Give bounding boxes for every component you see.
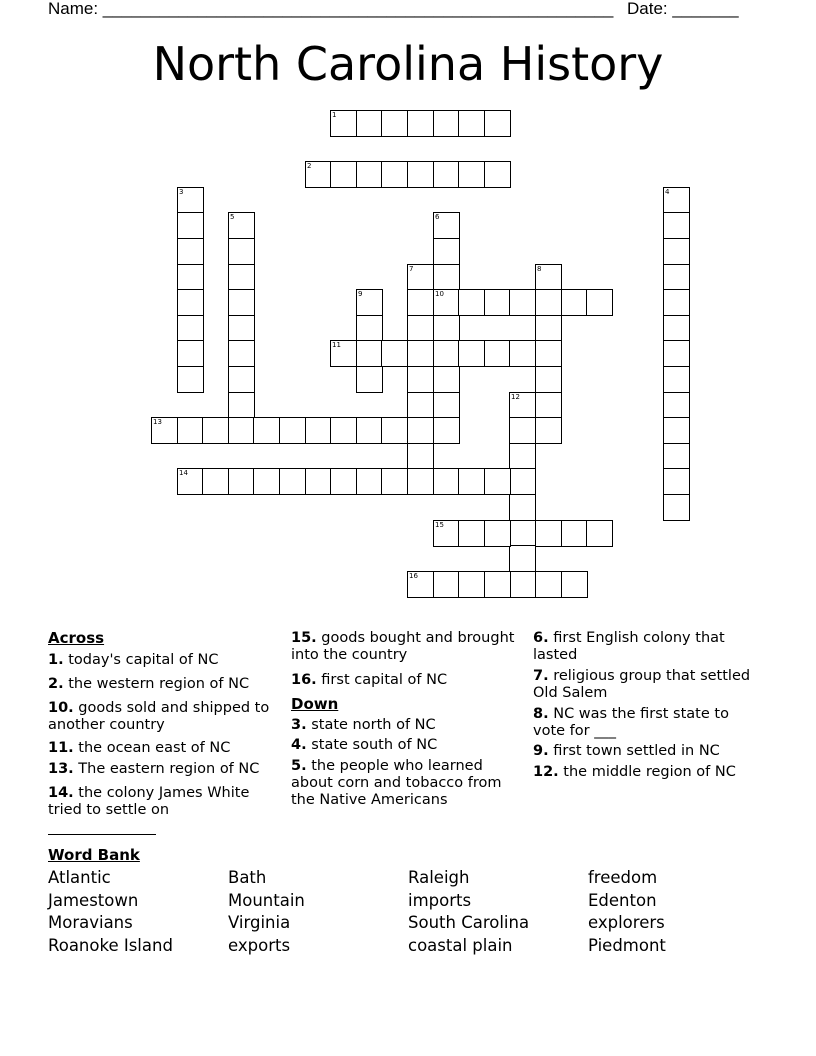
word-bank-item: Piedmont [588, 936, 666, 955]
clue-number-label: 7 [409, 265, 414, 273]
crossword-cell[interactable] [228, 238, 255, 265]
clue-number-label: 9 [358, 290, 363, 298]
crossword-cell[interactable] [177, 315, 204, 342]
crossword-cell[interactable] [407, 571, 434, 598]
clue-number: 13. [48, 761, 74, 777]
word-bank-item: explorers [588, 913, 665, 932]
crossword-cell[interactable] [458, 520, 485, 547]
clue-down-5 [291, 758, 523, 809]
clue-number: 9. [533, 743, 549, 759]
clue-number: 11. [48, 740, 74, 756]
crossword-cell[interactable] [663, 443, 690, 470]
clue-text: goods bought and brought into the country [291, 630, 515, 663]
clue-text: state north of NC [311, 717, 436, 733]
clue-text: The eastern region of NC [78, 761, 260, 777]
clue-number-label: 1 [332, 111, 337, 119]
clue-number-label: 8 [537, 265, 542, 273]
crossword-cell[interactable] [202, 468, 229, 495]
crossword-cell[interactable] [509, 571, 536, 598]
crossword-cell[interactable] [433, 392, 460, 419]
clue-down-12 [533, 764, 765, 781]
crossword-cell[interactable] [177, 289, 204, 316]
crossword-cell[interactable] [509, 289, 536, 316]
crossword-cell[interactable] [228, 315, 255, 342]
clue-down-8 [533, 706, 765, 740]
clue-text: religious group that settled Old Salem [533, 668, 751, 701]
clue-number-label: 15 [435, 521, 444, 529]
word-bank-item: Jamestown [48, 891, 139, 910]
crossword-cell[interactable] [253, 468, 280, 495]
crossword-cell[interactable] [330, 161, 357, 188]
clue-text: today's capital of NC [68, 652, 219, 668]
crossword-cell[interactable] [535, 340, 562, 367]
crossword-cell[interactable] [586, 520, 613, 547]
clue-down-3 [291, 717, 523, 734]
crossword-cell[interactable] [561, 289, 588, 316]
clue-text: state south of NC [311, 737, 438, 753]
word-bank-item: exports [228, 936, 291, 955]
crossword-cell[interactable] [484, 161, 511, 188]
crossword-cell[interactable] [509, 468, 536, 495]
clue-text: NC was the first state to vote for ___ [533, 706, 729, 739]
crossword-cell[interactable] [433, 520, 460, 547]
crossword-cell[interactable] [356, 315, 383, 342]
clue-number-label: 12 [511, 393, 520, 401]
word-bank-item: freedom [588, 868, 658, 887]
clue-number: 2. [48, 676, 64, 692]
crossword-cell[interactable] [484, 468, 511, 495]
clue-number: 1. [48, 652, 64, 668]
crossword-cell[interactable] [535, 520, 562, 547]
crossword-cell[interactable] [433, 264, 460, 291]
crossword-cell[interactable] [407, 443, 434, 470]
clue-number-label: 11 [332, 341, 341, 349]
crossword-cell[interactable] [535, 264, 562, 291]
word-bank-item: Virginia [228, 913, 291, 932]
crossword-cell[interactable] [663, 264, 690, 291]
crossword-cell[interactable] [535, 289, 562, 316]
crossword-cell[interactable] [458, 468, 485, 495]
crossword-cell[interactable] [407, 264, 434, 291]
crossword-cell[interactable] [484, 340, 511, 367]
crossword-cell[interactable] [177, 264, 204, 291]
clue-number: 4. [291, 737, 307, 753]
crossword-cell[interactable] [663, 315, 690, 342]
crossword-cell[interactable] [177, 340, 204, 367]
crossword-cell[interactable] [151, 417, 178, 444]
crossword-cell[interactable] [509, 392, 536, 419]
clue-text: the colony James White tried to settle on [48, 785, 250, 818]
crossword-cell[interactable] [433, 340, 460, 367]
crossword-cell[interactable] [509, 545, 536, 572]
crossword-cell[interactable] [330, 110, 357, 137]
crossword-cell[interactable] [177, 417, 204, 444]
crossword-cell[interactable] [228, 264, 255, 291]
crossword-cell[interactable] [228, 340, 255, 367]
word-bank-item: Edenton [588, 891, 657, 910]
word-bank-item: imports [408, 891, 472, 910]
crossword-cell[interactable] [228, 417, 255, 444]
crossword-cell[interactable] [279, 417, 306, 444]
crossword-cell[interactable] [561, 520, 588, 547]
crossword-cell[interactable] [330, 468, 357, 495]
clue-number: 3. [291, 717, 307, 733]
clue-number-label: 10 [435, 290, 444, 298]
crossword-cell[interactable] [663, 212, 690, 239]
crossword-cell[interactable] [433, 366, 460, 393]
clue-text: the western region of NC [68, 676, 250, 692]
word-bank-heading: Word Bank [48, 846, 140, 864]
crossword-cell[interactable] [177, 468, 204, 495]
crossword-cell[interactable] [484, 110, 511, 137]
crossword-cell[interactable] [535, 366, 562, 393]
crossword-cell[interactable] [458, 340, 485, 367]
clue-across-2 [48, 676, 280, 693]
crossword-cell[interactable] [663, 340, 690, 367]
crossword-cell[interactable] [381, 340, 408, 367]
clue-text: the middle region of NC [563, 764, 736, 780]
crossword-cell[interactable] [433, 110, 460, 137]
word-bank-item: Atlantic [48, 868, 111, 887]
crossword-cell[interactable] [407, 161, 434, 188]
crossword-cell[interactable] [433, 571, 460, 598]
crossword-cell[interactable] [356, 417, 383, 444]
crossword-cell[interactable] [663, 494, 690, 521]
word-bank-item: Roanoke Island [48, 936, 173, 955]
crossword-cell[interactable] [433, 161, 460, 188]
crossword-cell[interactable] [663, 468, 690, 495]
clue-across-13 [48, 761, 280, 778]
word-bank-item: Mountain [228, 891, 305, 910]
crossword-cell[interactable] [484, 289, 511, 316]
crossword-cell[interactable] [458, 289, 485, 316]
word-bank-item: Moravians [48, 913, 133, 932]
clue-text: the ocean east of NC [78, 740, 231, 756]
crossword-cell[interactable] [407, 392, 434, 419]
crossword-cell[interactable] [228, 366, 255, 393]
word-bank-item: South Carolina [408, 913, 530, 932]
crossword-cell[interactable] [509, 417, 536, 444]
crossword-cell[interactable] [381, 110, 408, 137]
clue-down-9 [533, 743, 765, 760]
crossword-cell[interactable] [305, 161, 332, 188]
clue-number-label: 6 [435, 213, 440, 221]
crossword-cell[interactable] [535, 392, 562, 419]
clue-text: goods sold and shipped to another country [48, 700, 270, 733]
crossword-cell[interactable] [177, 212, 204, 239]
word-bank-item: Bath [228, 868, 267, 887]
clue-across-15 [291, 630, 523, 664]
clue-text: the people who learned about corn and tobacco from the Native Americans [291, 758, 502, 808]
crossword-cell[interactable] [330, 340, 357, 367]
crossword-cell[interactable] [407, 289, 434, 316]
crossword-cell[interactable] [356, 110, 383, 137]
page-title: North Carolina History [152, 37, 664, 91]
crossword-cell[interactable] [484, 520, 511, 547]
date-field-label: Date: _______ [627, 0, 739, 18]
crossword-cell[interactable] [202, 417, 229, 444]
clue-number-label: 16 [409, 572, 418, 580]
clue-number: 12. [533, 764, 559, 780]
clue-number: 10. [48, 700, 74, 716]
crossword-cell[interactable] [535, 417, 562, 444]
clue-number: 6. [533, 630, 549, 646]
crossword-cell[interactable] [407, 366, 434, 393]
clue-number-label: 13 [153, 418, 162, 426]
clue-number: 16. [291, 672, 317, 688]
clue-across-1 [48, 652, 280, 669]
crossword-cell[interactable] [433, 289, 460, 316]
crossword-cell[interactable] [484, 571, 511, 598]
crossword-cell[interactable] [509, 494, 536, 521]
crossword-cell[interactable] [356, 289, 383, 316]
clue-across-10 [48, 700, 280, 734]
clue-number: 14. [48, 785, 74, 801]
crossword-cell[interactable] [228, 392, 255, 419]
crossword-cell[interactable] [561, 571, 588, 598]
clue-across-14 [48, 785, 280, 819]
crossword-cell[interactable] [305, 417, 332, 444]
clue-number-label: 2 [307, 162, 312, 170]
clue-number-label: 14 [179, 469, 188, 477]
crossword-cell[interactable] [177, 187, 204, 214]
crossword-cell[interactable] [433, 212, 460, 239]
crossword-cell[interactable] [433, 315, 460, 342]
clue-across-16 [291, 672, 523, 689]
crossword-cell[interactable] [407, 110, 434, 137]
crossword-cell[interactable] [663, 417, 690, 444]
clue-number: 15. [291, 630, 317, 646]
word-bank-item: Raleigh [408, 868, 470, 887]
crossword-cell[interactable] [228, 468, 255, 495]
crossword-cell[interactable] [407, 315, 434, 342]
crossword-cell[interactable] [177, 366, 204, 393]
clue-down-4 [291, 737, 523, 754]
clue-text: first capital of NC [321, 672, 448, 688]
clue-number-label: 5 [230, 213, 235, 221]
clue-text: first English colony that lasted [533, 630, 725, 663]
clue-number-label: 3 [179, 188, 184, 196]
crossword-cell[interactable] [177, 238, 204, 265]
crossword-cell[interactable] [407, 340, 434, 367]
crossword-cell[interactable] [458, 571, 485, 598]
crossword-cell[interactable] [279, 468, 306, 495]
crossword-cell[interactable] [663, 187, 690, 214]
crossword-cell[interactable] [663, 366, 690, 393]
clue-down-7 [533, 668, 765, 702]
crossword-cell[interactable] [356, 340, 383, 367]
word-bank-item: coastal plain [408, 936, 513, 955]
crossword-cell[interactable] [356, 468, 383, 495]
crossword-cell[interactable] [535, 571, 562, 598]
crossword-cell[interactable] [586, 289, 613, 316]
crossword-cell[interactable] [381, 468, 408, 495]
crossword-cell[interactable] [228, 289, 255, 316]
clue-number: 5. [291, 758, 307, 774]
crossword-cell[interactable] [663, 238, 690, 265]
name-field-label: Name: ______________________________________________________ [48, 0, 614, 18]
crossword-cell[interactable] [228, 212, 255, 239]
crossword-cell[interactable] [356, 161, 383, 188]
clue-down-6 [533, 630, 765, 664]
crossword-cell[interactable] [356, 366, 383, 393]
answer-blank-line [48, 834, 156, 835]
clue-across-11 [48, 740, 280, 757]
crossword-cell[interactable] [509, 443, 536, 470]
clue-number: 7. [533, 668, 549, 684]
crossword-cell[interactable] [305, 468, 332, 495]
clue-number: 8. [533, 706, 549, 722]
crossword-cell[interactable] [458, 161, 485, 188]
across-heading: Across [48, 629, 105, 647]
crossword-cell[interactable] [458, 110, 485, 137]
down-heading: Down [291, 695, 339, 713]
crossword-cell[interactable] [663, 392, 690, 419]
crossword-cell[interactable] [407, 468, 434, 495]
crossword-cell[interactable] [433, 238, 460, 265]
clue-number-label: 4 [665, 188, 670, 196]
clue-text: first town settled in NC [553, 743, 720, 759]
crossword-cell[interactable] [381, 161, 408, 188]
crossword-cell[interactable] [663, 289, 690, 316]
crossword-cell[interactable] [433, 468, 460, 495]
crossword-cell[interactable] [407, 417, 434, 444]
crossword-cell[interactable] [381, 417, 408, 444]
crossword-cell[interactable] [509, 520, 536, 547]
crossword-cell[interactable] [330, 417, 357, 444]
crossword-cell[interactable] [509, 340, 536, 367]
crossword-cell[interactable] [535, 315, 562, 342]
crossword-cell[interactable] [253, 417, 280, 444]
crossword-cell[interactable] [433, 417, 460, 444]
